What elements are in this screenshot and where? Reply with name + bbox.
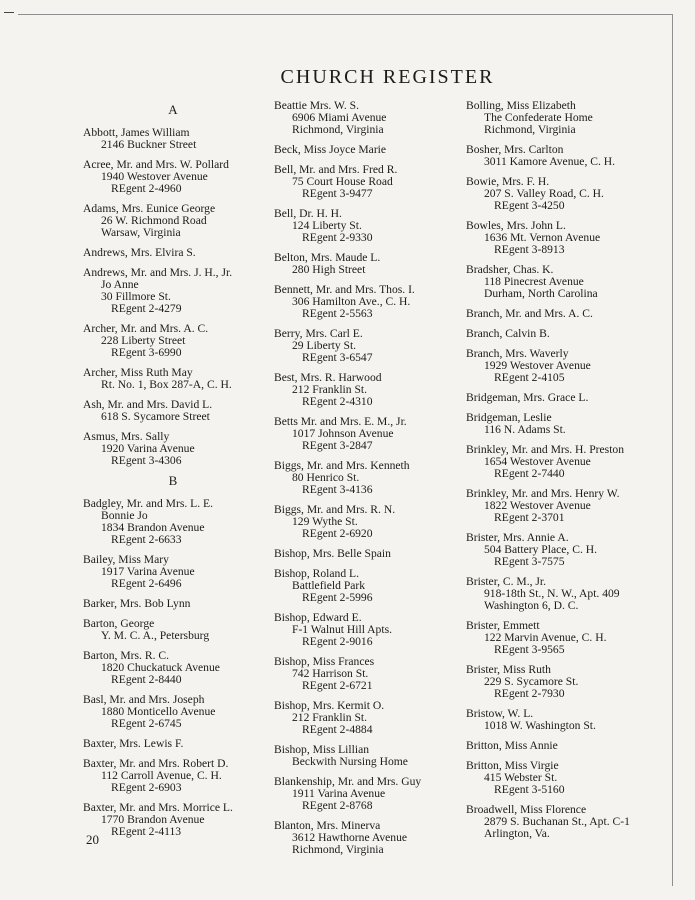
entry-detail: Battlefield Park — [292, 579, 366, 592]
entry-detail: REgent 3-4306 — [111, 454, 182, 467]
entry-detail: REgent 2-6496 — [111, 577, 182, 590]
register-entry — [466, 708, 676, 732]
entry-detail: REgent 2-5563 — [302, 307, 373, 320]
entry-detail: REgent 3-9477 — [302, 187, 373, 200]
corner-mark — [4, 12, 14, 13]
entry-detail: REgent 2-6745 — [111, 717, 182, 730]
entry-name: Bowie, Mrs. F. H. — [466, 175, 550, 188]
register-entry — [83, 650, 273, 686]
entry-name: Branch, Calvin B. — [466, 327, 550, 340]
entry-name: Baxter, Mr. and Mrs. Robert D. — [83, 757, 229, 770]
entry-name: Branch, Mr. and Mrs. A. C. — [466, 307, 593, 320]
entry-name: Brister, Miss Ruth — [466, 663, 551, 676]
entry-detail: 504 Battery Place, C. H. — [484, 543, 598, 556]
entry-detail: 212 Franklin St. — [292, 383, 368, 396]
entry-name: Baxter, Mrs. Lewis F. — [83, 737, 184, 750]
register-entry — [83, 323, 273, 359]
entry-detail: REgent 2-4310 — [302, 395, 373, 408]
entry-name: Bristow, W. L. — [466, 707, 534, 720]
register-entry — [466, 176, 676, 212]
entry-detail: REgent 2-4113 — [111, 825, 182, 838]
register-entry — [274, 548, 464, 560]
entry-detail: REgent 2-7930 — [494, 687, 565, 700]
register-entry — [274, 460, 464, 496]
entry-detail: REgent 3-9565 — [494, 643, 565, 656]
register-entry — [274, 100, 464, 136]
entry-detail: Bonnie Jo — [101, 509, 148, 522]
entry-detail: REgent 2-3701 — [494, 511, 565, 524]
entry-name: Betts Mr. and Mrs. E. M., Jr. — [274, 415, 407, 428]
entry-name: Ash, Mr. and Mrs. David L. — [83, 398, 213, 411]
entry-detail: 1929 Westover Avenue — [484, 359, 591, 372]
register-entry — [466, 220, 676, 256]
register-entry — [274, 820, 464, 856]
entry-name: Bishop, Mrs. Belle Spain — [274, 547, 391, 560]
entry-name: Badgley, Mr. and Mrs. L. E. — [83, 497, 213, 510]
entry-name: Bell, Dr. H. H. — [274, 207, 342, 220]
entry-detail: REgent 3-5160 — [494, 783, 565, 796]
entry-name: Beattie Mrs. W. S. — [274, 99, 360, 112]
register-entry — [83, 498, 273, 546]
entry-detail: REgent 3-4250 — [494, 199, 565, 212]
register-entry — [274, 252, 464, 276]
register-entry — [83, 431, 273, 467]
register-entry — [466, 328, 676, 340]
register-entry — [83, 267, 273, 315]
entry-detail: Jo Anne — [101, 278, 139, 291]
entry-detail: 1820 Chuckatuck Avenue — [101, 661, 220, 674]
entry-detail: REgent 2-6633 — [111, 533, 182, 546]
entry-name: Barker, Mrs. Bob Lynn — [83, 597, 191, 610]
entry-detail: 228 Liberty Street — [101, 334, 186, 347]
entry-detail: 1880 Monticello Avenue — [101, 705, 216, 718]
entry-detail: 1834 Brandon Avenue — [101, 521, 205, 534]
entry-name: Britton, Miss Annie — [466, 739, 558, 752]
entry-detail: 280 High Street — [292, 263, 366, 276]
entry-detail: Richmond, Virginia — [292, 843, 384, 856]
entry-detail: 212 Franklin St. — [292, 711, 368, 724]
entry-name: Barton, Mrs. R. C. — [83, 649, 169, 662]
entry-detail: REgent 2-9016 — [302, 635, 373, 648]
register-column-3 — [466, 100, 676, 848]
entry-detail: Durham, North Carolina — [484, 287, 598, 300]
page-title: CHURCH REGISTER — [280, 66, 495, 88]
entry-detail: REgent 2-4105 — [494, 371, 565, 384]
entry-name: Acree, Mr. and Mrs. W. Pollard — [83, 158, 229, 171]
entry-detail: REgent 2-4960 — [111, 182, 182, 195]
entry-detail: REgent 3-7575 — [494, 555, 565, 568]
entry-detail: 1018 W. Washington St. — [484, 719, 596, 732]
entry-name: Archer, Miss Ruth May — [83, 366, 193, 379]
register-entry — [466, 532, 676, 568]
register-entry — [466, 740, 676, 752]
entry-detail: 1636 Mt. Vernon Avenue — [484, 231, 601, 244]
register-entry — [83, 247, 273, 259]
entry-detail: 118 Pinecrest Avenue — [484, 275, 584, 288]
register-entry — [466, 100, 676, 136]
entry-detail: 112 Carroll Avenue, C. H. — [101, 769, 222, 782]
register-entry — [83, 203, 273, 239]
register-entry — [466, 392, 676, 404]
entry-detail: 3612 Hawthorne Avenue — [292, 831, 408, 844]
register-entry — [274, 164, 464, 200]
entry-name: Blanton, Mrs. Minerva — [274, 819, 381, 832]
entry-detail: Beckwith Nursing Home — [292, 755, 408, 768]
entry-detail: REgent 3-2847 — [302, 439, 373, 452]
entry-detail: REgent 2-6920 — [302, 527, 373, 540]
entry-detail: 2879 S. Buchanan St., Apt. C-1 — [484, 815, 630, 828]
entry-detail: 918-18th St., N. W., Apt. 409 — [484, 587, 620, 600]
entry-detail: REgent 2-8768 — [302, 799, 373, 812]
section-letter: B — [168, 473, 178, 488]
entry-detail: 1917 Varina Avenue — [101, 565, 195, 578]
entry-detail: F-1 Walnut Hill Apts. — [292, 623, 392, 636]
entry-detail: 3011 Kamore Avenue, C. H. — [484, 155, 616, 168]
page-edge-top — [18, 14, 673, 15]
entry-detail: 1920 Varina Avenue — [101, 442, 195, 455]
register-entry — [466, 488, 676, 524]
register-entry — [274, 568, 464, 604]
entry-name: Blankenship, Mr. and Mrs. Guy — [274, 775, 422, 788]
entry-name: Biggs, Mr. and Mrs. Kenneth — [274, 459, 410, 472]
entry-detail: 207 S. Valley Road, C. H. — [484, 187, 604, 200]
entry-name: Beck, Miss Joyce Marie — [274, 143, 387, 156]
entry-detail: Y. M. C. A., Petersburg — [101, 629, 210, 642]
section-letter: A — [168, 102, 178, 117]
entry-name: Bolling, Miss Elizabeth — [466, 99, 576, 112]
register-entry — [274, 328, 464, 364]
entry-detail: The Confederate Home — [484, 111, 593, 124]
entry-name: Bowles, Mrs. John L. — [466, 219, 566, 232]
register-entry — [83, 802, 273, 838]
register-entry — [83, 127, 273, 151]
register-entry — [274, 776, 464, 812]
register-entry — [83, 598, 273, 610]
entry-detail: REgent 2-4884 — [302, 723, 373, 736]
entry-detail: 1770 Brandon Avenue — [101, 813, 205, 826]
entry-name: Bosher, Mrs. Carlton — [466, 143, 564, 156]
register-entry — [274, 208, 464, 244]
entry-detail: 80 Henrico St. — [292, 471, 360, 484]
entry-detail: REgent 2-7440 — [494, 467, 565, 480]
entry-name: Bishop, Miss Frances — [274, 655, 375, 668]
entry-detail: 742 Harrison St. — [292, 667, 369, 680]
page-number: 20 — [86, 832, 99, 847]
entry-detail: 1017 Johnson Avenue — [292, 427, 394, 440]
entry-name: Baxter, Mr. and Mrs. Morrice L. — [83, 801, 233, 814]
entry-detail: 122 Marvin Avenue, C. H. — [484, 631, 607, 644]
entry-name: Barton, George — [83, 617, 155, 630]
entry-name: Britton, Miss Virgie — [466, 759, 559, 772]
entry-detail: 129 Wythe St. — [292, 515, 358, 528]
entry-name: Bailey, Miss Mary — [83, 553, 169, 566]
entry-detail: Richmond, Virginia — [292, 123, 384, 136]
entry-name: Brister, Mrs. Annie A. — [466, 531, 569, 544]
entry-name: Bishop, Mrs. Kermit O. — [274, 699, 385, 712]
entry-name: Branch, Mrs. Waverly — [466, 347, 569, 360]
register-entry — [83, 738, 273, 750]
entry-name: Bridgeman, Leslie — [466, 411, 552, 424]
entry-detail: REgent 2-5996 — [302, 591, 373, 604]
register-entry — [83, 367, 273, 391]
entry-detail: 2146 Buckner Street — [101, 138, 197, 151]
register-entry — [274, 372, 464, 408]
entry-detail: Rt. No. 1, Box 287-A, C. H. — [101, 378, 232, 391]
entry-detail: 1911 Varina Avenue — [292, 787, 386, 800]
entry-detail: 29 Liberty St. — [292, 339, 357, 352]
entry-detail: REgent 2-4279 — [111, 302, 182, 315]
register-entry — [466, 264, 676, 300]
entry-name: Adams, Mrs. Eunice George — [83, 202, 216, 215]
register-entry — [274, 700, 464, 736]
entry-name: Bradsher, Chas. K. — [466, 263, 554, 276]
register-entry — [466, 412, 676, 436]
entry-detail: Warsaw, Virginia — [101, 226, 181, 239]
entry-detail: Arlington, Va. — [484, 827, 550, 840]
entry-detail: Richmond, Virginia — [484, 123, 576, 136]
register-entry — [83, 758, 273, 794]
entry-name: Andrews, Mr. and Mrs. J. H., Jr. — [83, 266, 233, 279]
entry-detail: REgent 2-6903 — [111, 781, 182, 794]
entry-name: Brister, Emmett — [466, 619, 540, 632]
register-entry — [274, 144, 464, 156]
entry-detail: 306 Hamilton Ave., C. H. — [292, 295, 411, 308]
entry-detail: 1940 Westover Avenue — [101, 170, 208, 183]
entry-detail: 618 S. Sycamore Street — [101, 410, 210, 423]
entry-name: Bishop, Roland L. — [274, 567, 360, 580]
entry-detail: REgent 2-6721 — [302, 679, 373, 692]
register-entry — [466, 348, 676, 384]
entry-detail: REgent 2-9330 — [302, 231, 373, 244]
entry-detail: 415 Webster St. — [484, 771, 558, 784]
register-entry — [274, 744, 464, 768]
entry-detail: 1822 Westover Avenue — [484, 499, 591, 512]
register-entry — [466, 620, 676, 656]
entry-name: Bridgeman, Mrs. Grace L. — [466, 391, 589, 404]
register-entry — [83, 554, 273, 590]
register-entry — [466, 444, 676, 480]
entry-name: Bishop, Miss Lillian — [274, 743, 370, 756]
entry-detail: 124 Liberty St. — [292, 219, 362, 232]
entry-name: Berry, Mrs. Carl E. — [274, 327, 363, 340]
entry-detail: Washington 6, D. C. — [484, 599, 579, 612]
entry-detail: REgent 3-6547 — [302, 351, 373, 364]
entry-name: Bennett, Mr. and Mrs. Thos. I. — [274, 283, 415, 296]
register-entry — [274, 656, 464, 692]
register-entry — [466, 308, 676, 320]
entry-detail: REgent 2-8440 — [111, 673, 182, 686]
register-entry — [83, 159, 273, 195]
register-entry — [274, 284, 464, 320]
entry-detail: 116 N. Adams St. — [484, 423, 566, 436]
register-entry — [274, 416, 464, 452]
register-entry — [83, 618, 273, 642]
entry-name: Belton, Mrs. Maude L. — [274, 251, 381, 264]
entry-detail: 26 W. Richmond Road — [101, 214, 207, 227]
register-entry — [466, 576, 676, 612]
register-entry — [466, 664, 676, 700]
register-entry — [466, 760, 676, 796]
entry-detail: 1654 Westover Avenue — [484, 455, 591, 468]
entry-detail: REgent 3-8913 — [494, 243, 565, 256]
entry-detail: 6906 Miami Avenue — [292, 111, 387, 124]
entry-detail: 30 Fillmore St. — [101, 290, 171, 303]
entry-detail: 229 S. Sycamore St. — [484, 675, 579, 688]
register-entry — [83, 399, 273, 423]
entry-name: Brinkley, Mr. and Mrs. H. Preston — [466, 443, 625, 456]
entry-name: Andrews, Mrs. Elvira S. — [83, 246, 196, 259]
entry-name: Brinkley, Mr. and Mrs. Henry W. — [466, 487, 620, 500]
entry-name: Broadwell, Miss Florence — [466, 803, 587, 816]
register-column-2 — [274, 100, 464, 864]
register-column-1 — [83, 100, 273, 846]
entry-name: Bishop, Edward E. — [274, 611, 362, 624]
entry-name: Asmus, Mrs. Sally — [83, 430, 170, 443]
entry-name: Bell, Mr. and Mrs. Fred R. — [274, 163, 398, 176]
register-entry — [274, 612, 464, 648]
entry-name: Brister, C. M., Jr. — [466, 575, 547, 588]
register-entry — [466, 804, 676, 840]
entry-name: Best, Mrs. R. Harwood — [274, 371, 382, 384]
entry-name: Archer, Mr. and Mrs. A. C. — [83, 322, 209, 335]
entry-name: Basl, Mr. and Mrs. Joseph — [83, 693, 205, 706]
register-entry — [83, 694, 273, 730]
entry-detail: REgent 3-4136 — [302, 483, 373, 496]
entry-name: Abbott, James William — [83, 126, 190, 139]
entry-detail: REgent 3-6990 — [111, 346, 182, 359]
register-entry — [466, 144, 676, 168]
register-entry — [274, 504, 464, 540]
entry-detail: 75 Court House Road — [292, 175, 393, 188]
entry-name: Biggs, Mr. and Mrs. R. N. — [274, 503, 396, 516]
